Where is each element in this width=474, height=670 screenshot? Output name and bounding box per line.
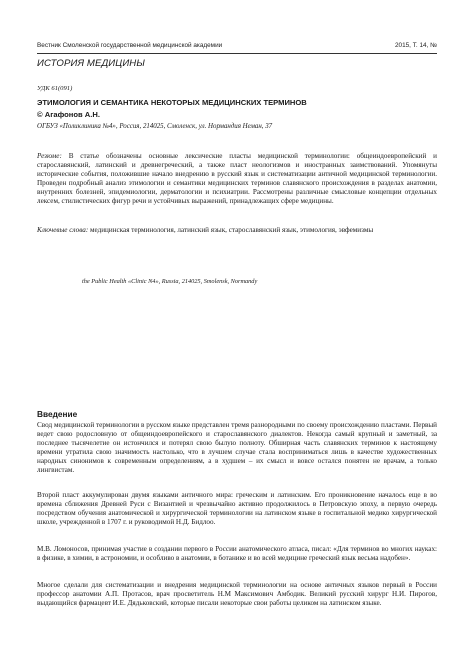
journal-name: Вестник Смоленской государственной медицинской академии <box>37 42 223 49</box>
keywords-text: медицинская терминология, латинский язык, старославянский язык, этимология, эвфемизмы <box>90 226 374 234</box>
section-title: ИСТОРИЯ МЕДИЦИНЫ <box>37 58 145 69</box>
abstract-text: В статье обозначены основные лексические пласты медицинской терминологии: общеиндоевропейский и старославянский, латинский и древнегреческий, а также пласт неологизмов и иностранных заимствований. Упомянуты исторические события, положившие начало внедрению в русский язык и систематизации античной медицинской терминологии. Проведен подробный анализ этимологии и семантики медицинских терминов славянского происхождения в разделах анатомии, внутренних болезней, эпидемиологии, дерматологии и психиатрии. Рассмотрены различные смысловые концепции отдельных лексем, стилистических фигур речи и устойчивых выражений, принадлежащих сфере медицины. <box>37 152 437 205</box>
abstract-label: Резюме: <box>37 152 62 160</box>
intro-heading: Введение <box>37 409 78 419</box>
intro-paragraph-4: Многое сделали для систематизации и внедрения медицинской терминологии на основе античных языков первый в России профессор анатомии А.П. Протасов, врач просветитель Н.М Максимович Амбодик. Великий русский хирург Н.И. Пирогов, выдающийся фармацевт И.Е. Дядьковский, которые писали некоторые свои работы целиком на латинском языке. <box>37 581 437 607</box>
udk-code: УДК 61(091) <box>37 85 73 92</box>
english-affiliation: the Public Health «Clinic N4», Russia, 214025, Smolensk, Normandy <box>82 278 258 285</box>
intro-paragraph-3: М.В. Ломоносов, принимая участие в создании первого в России анатомического атласа, писал: «Для терминов во многих науках: в физике, в химии, в астрономии, и особливо в анатомии, в ботанике и во всей медицине греческий язык весьма надобен». <box>37 545 437 562</box>
keywords-label: Ключевые слова: <box>37 226 89 234</box>
abstract <box>37 152 437 206</box>
intro-paragraph-2: Второй пласт аккумулирован двумя языками античного мира: греческим и латинским. Его проникновение началось еще в во времена сближения Древней Руси с Византией и чрезвычайно активно продолжилось в Петровскую эпоху, в первую очередь посредством обучения анатомической и хирургической терминологии на латинском языке в госпитальной медико хирургической школе, учрежденной в 1707 г. и руководимой Н.Д. Бидлоо. <box>37 491 437 526</box>
intro-paragraph-1: Свод медицинской терминологии в русском языке представлен тремя разнородными по своему происхождению пластами. Первый ведет свою родословную от общеиндоевропейского и старославянского диалектов. Некогда самый крупный и заметный, за последнее тысячелетие он истончился и потерял свою былую полноту. Обширная часть славянских терминов к настоящему времени утратила свою значимость настолько, что в лучшем случае стала восприниматься лишь в качестве художественных народных синонимов к современным определениям, а в худшем – их смысл и вовсе остался понятен не врачам, а только лингвистам. <box>37 421 437 474</box>
author-affiliation: ОГБУЗ «Поликлиника №4», Россия, 214025, Смоленск, ул. Нормандия Неман, 37 <box>37 123 273 130</box>
author-name: © Агафонов А.Н. <box>37 110 100 119</box>
journal-issue: 2015, Т. 14, № <box>394 42 437 49</box>
keywords <box>37 226 437 235</box>
article-title: ЭТИМОЛОГИЯ И СЕМАНТИКА НЕКОТОРЫХ МЕДИЦИНСКИХ ТЕРМИНОВ <box>37 98 307 107</box>
header-rule <box>37 53 437 54</box>
